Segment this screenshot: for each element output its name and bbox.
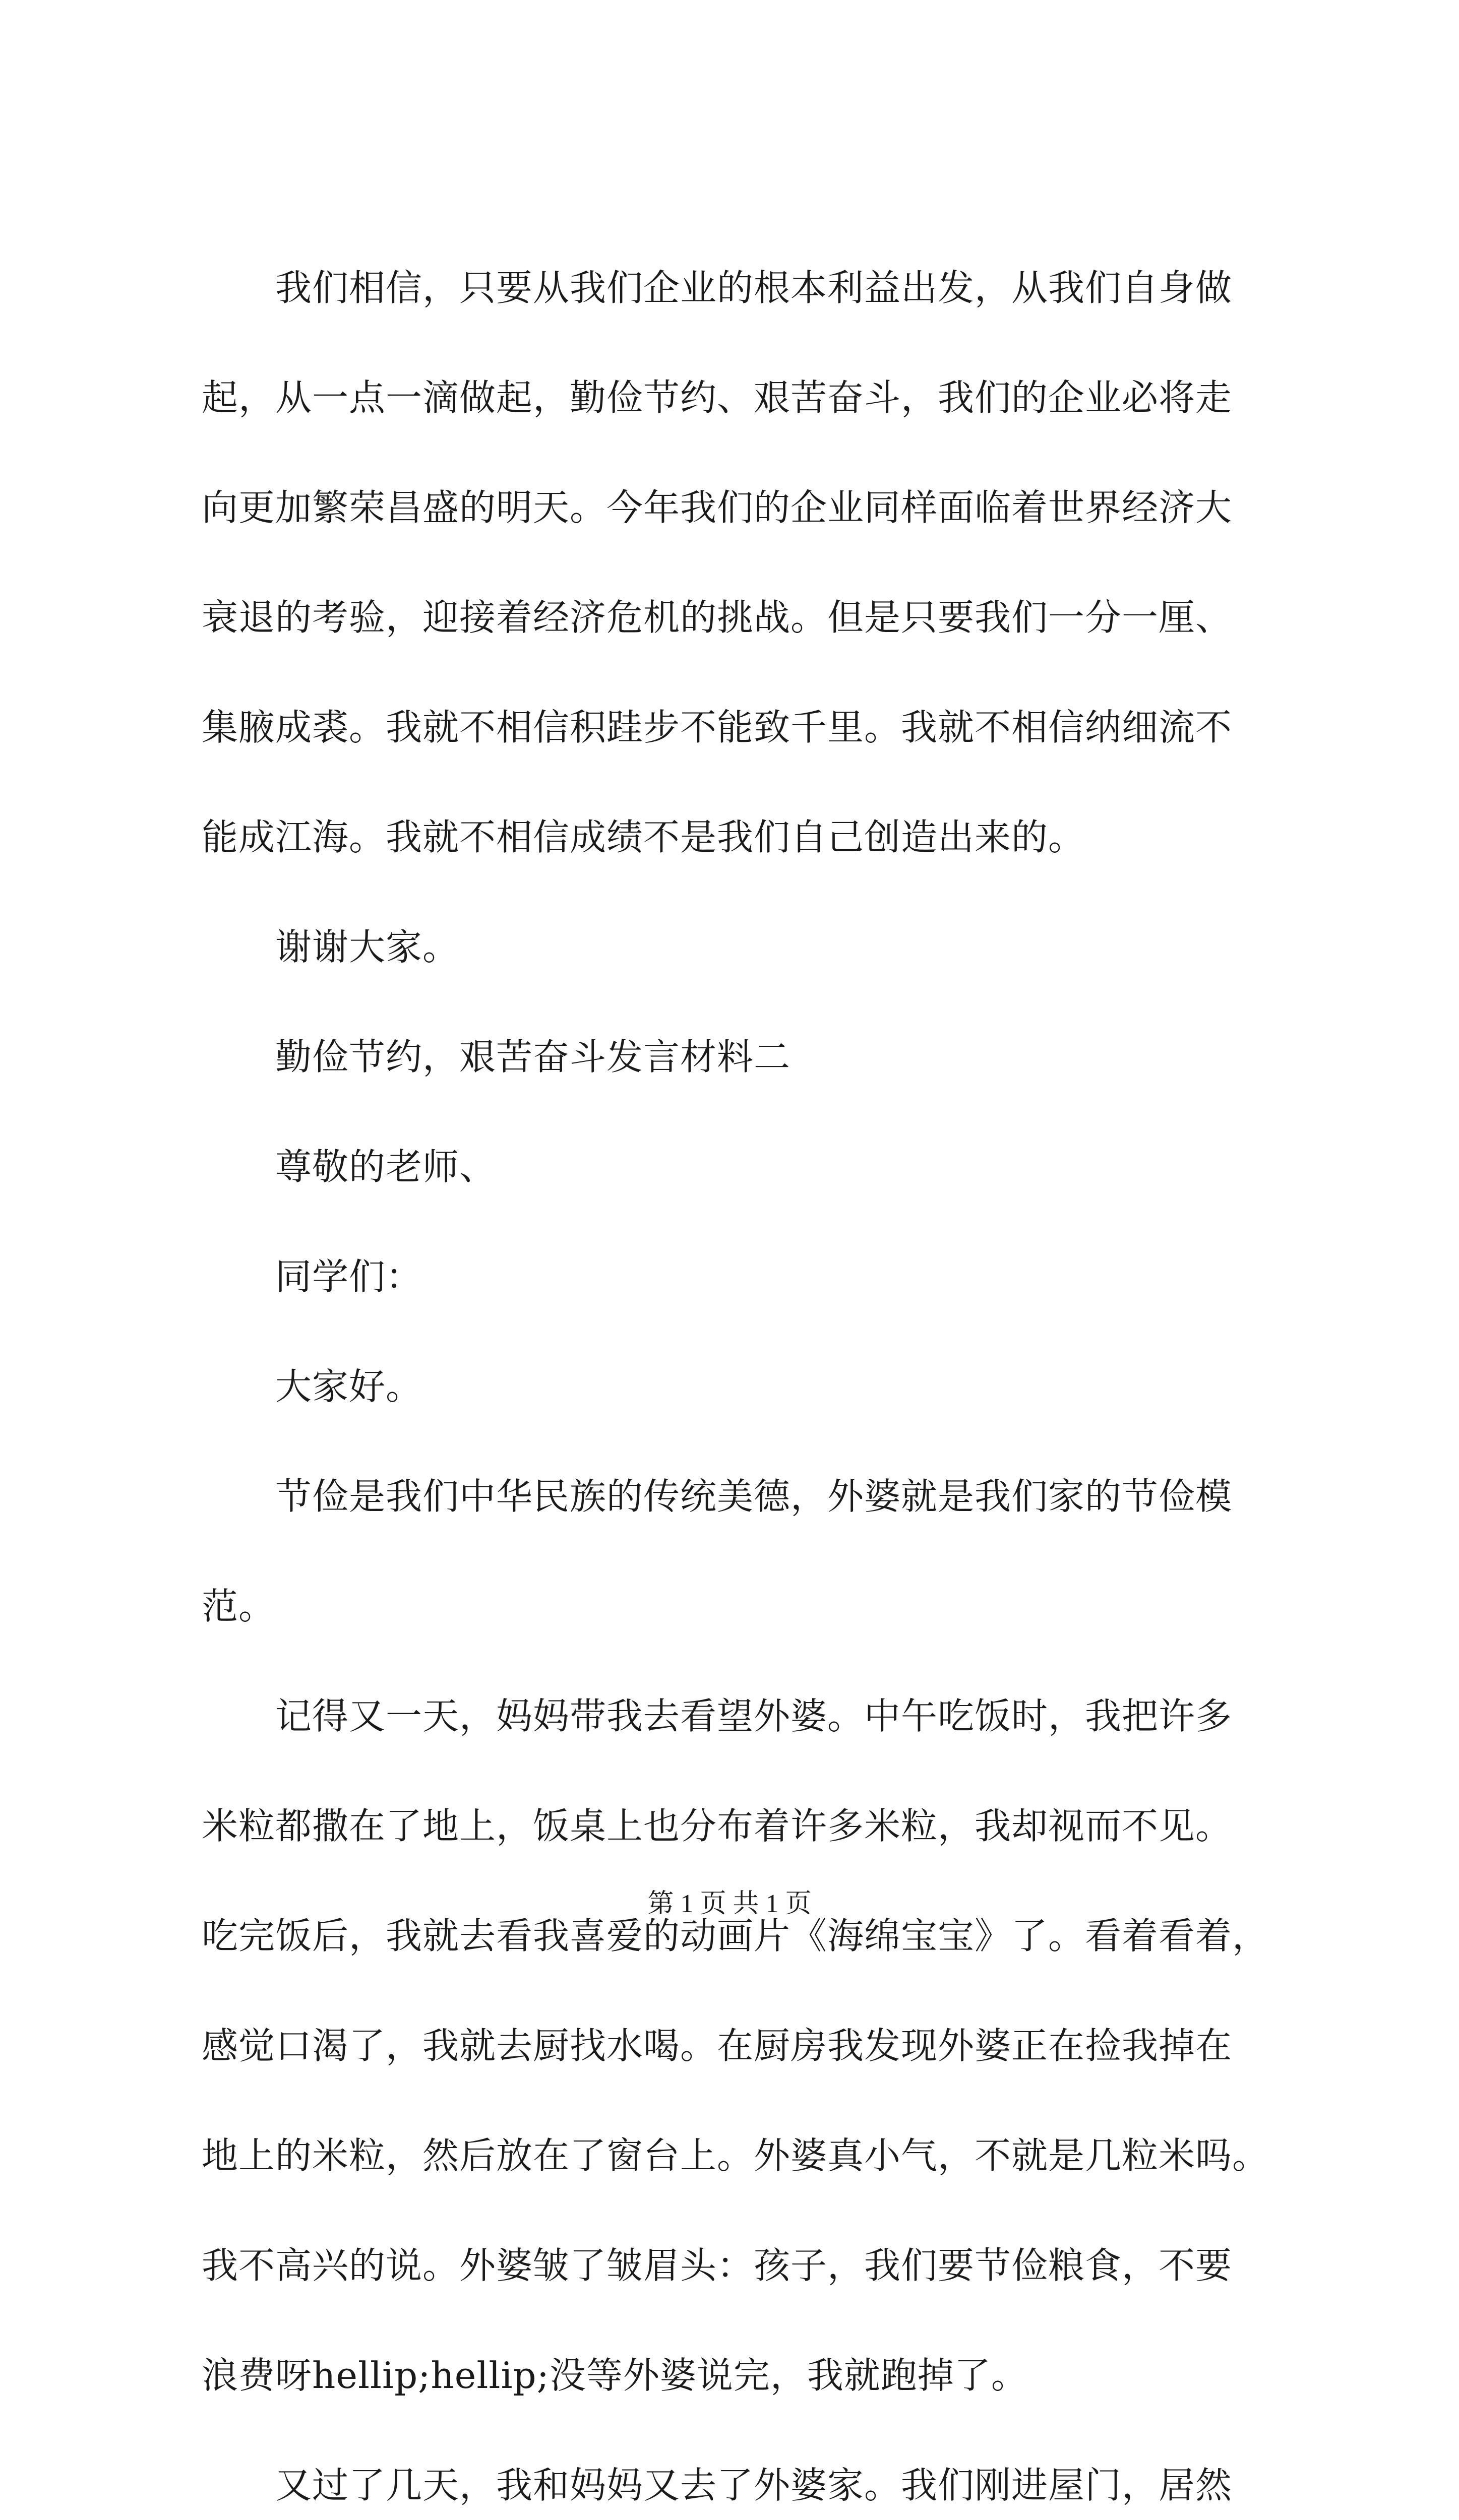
text-line: 范。 [202,1585,276,1627]
text-line: 浪费呀hellip;hellip;没等外婆说完，我就跑掉了。 [202,2354,1028,2397]
body-text [202,233,1275,2520]
text-line: 谢谢大家。 [275,926,460,968]
text-line: 尊敬的老师、 [275,1146,497,1188]
text-line: 感觉口渴了，我就去厨找水喝。在厨房我发现外婆正在捡我掉在 [202,2025,1233,2067]
text-line: 吃完饭后，我就去看我喜爱的动画片《海绵宝宝》了。看着看着， [202,1915,1269,1957]
text-line: 我不高兴的说。外婆皱了皱眉头：孩子，我们要节俭粮食，不要 [202,2244,1233,2287]
text-line: 同学们： [275,1255,423,1298]
page-footer: 第 1 页 共 1 页 [647,1889,812,1918]
text-line: 大家好。 [275,1365,423,1408]
text-line: 节俭是我们中华民族的传统美德，外婆就是我们家的节俭模 [275,1475,1233,1518]
section-heading: 勤俭节约，艰苦奋斗发言材料二 [275,1036,791,1078]
text-line: 米粒都撒在了地上，饭桌上也分布着许多米粒，我却视而不见。 [202,1805,1233,1847]
text-line: 我们相信，只要从我们企业的根本利益出发，从我们自身做 [275,267,1233,309]
text-line: 起，从一点一滴做起，勤俭节约、艰苦奋斗，我们的企业必将走 [202,376,1233,419]
text-line: 又过了几天，我和妈妈又去了外婆家。我们刚进屋门，居然 [275,2464,1233,2506]
text-line: 地上的米粒，然后放在了窗台上。外婆真小气，不就是几粒米吗。 [202,2134,1269,2177]
text-line: 向更加繁荣昌盛的明天。今年我们的企业同样面临着世界经济大 [202,486,1233,529]
text-line: 衰退的考验，迎接着经济危机的挑战。但是只要我们一分一厘、 [202,596,1233,639]
text-line: 记得又一天，妈妈带我去看望外婆。中午吃饭时，我把许多 [275,1695,1233,1737]
text-line: 集腋成裘。我就不相信积跬步不能致千里。我就不相信纳细流不 [202,706,1233,748]
text-line: 能成江海。我就不相信成绩不是我们自己创造出来的。 [202,816,1085,858]
